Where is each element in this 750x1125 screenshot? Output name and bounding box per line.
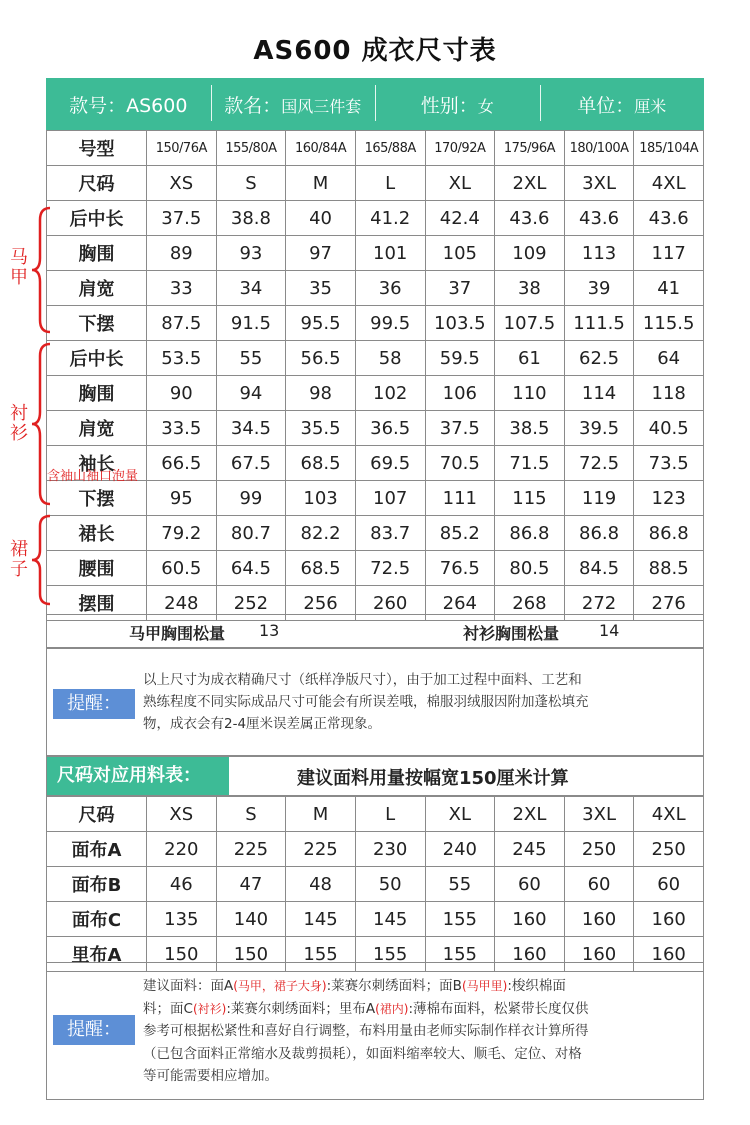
measurement-label: 胸围: [47, 236, 147, 271]
measurement-value: 53.5: [147, 341, 217, 376]
measurement-value: 39: [564, 271, 634, 306]
measurement-label: 裙长: [47, 516, 147, 551]
fabric-value: 48: [286, 867, 356, 902]
fabric-value: 160: [634, 937, 704, 972]
fabric-value: 160: [564, 937, 634, 972]
size-code-cell: S: [216, 166, 286, 201]
measurement-value: 35.5: [286, 411, 356, 446]
measurement-value: 88.5: [634, 551, 704, 586]
measurement-value: 87.5: [147, 306, 217, 341]
usage-size-cell: S: [216, 797, 286, 832]
measurement-value: 101: [355, 236, 425, 271]
measurement-value: 86.8: [495, 516, 565, 551]
measurement-value: 99: [216, 481, 286, 516]
size-code-cell: 2XL: [495, 166, 565, 201]
fabric-value: 225: [216, 832, 286, 867]
measurement-value: 56.5: [286, 341, 356, 376]
sleeve-note: 含袖山袖口泡量: [47, 469, 139, 484]
fabric-value: 250: [634, 832, 704, 867]
measurement-value: 111: [425, 481, 495, 516]
measurement-value: 72.5: [564, 446, 634, 481]
usage-size-label: 尺码: [47, 797, 147, 832]
measurement-value: 60.5: [147, 551, 217, 586]
fabric-value: 60: [495, 867, 565, 902]
measurement-value: 37: [425, 271, 495, 306]
gender: 性别：女: [375, 91, 540, 118]
measurement-value: 98: [286, 376, 356, 411]
reminder-text-2: 建议面料：面A(马甲，裙子大身):莱赛尔刺绣面料；面B(马甲里):梭织棉面 料；面C(衬衫):莱赛尔刺绣面料；里布A(裙内):薄棉布面料，松紧带长度仅供 参考可根据松紧性和喜好自行调整，布料用量由老师实际制作样衣计算所得 （已包含面料正常缩水及裁剪损耗），如面料缩率较大、顺毛、定位、对格 等可能需要相应增加。: [143, 978, 589, 1084]
fabric-value: 155: [286, 937, 356, 972]
size-type-cell: 155/80A: [216, 131, 286, 166]
fabric-value: 55: [425, 867, 495, 902]
measurement-value: 264: [425, 586, 495, 621]
reminder-label-1: 提醒：: [53, 689, 135, 719]
skirt-brace: [30, 514, 54, 606]
fabric-value: 230: [355, 832, 425, 867]
measurement-value: 41.2: [355, 201, 425, 236]
usage-size-cell: 2XL: [495, 797, 565, 832]
fabric-value: 160: [495, 937, 565, 972]
fabric-value: 140: [216, 902, 286, 937]
measurement-label: 摆围: [47, 586, 147, 621]
measurement-label: 胸围: [47, 376, 147, 411]
measurement-value: 38.8: [216, 201, 286, 236]
measurement-value: 248: [147, 586, 217, 621]
fabric-label: 面布B: [47, 867, 147, 902]
measurement-value: 37.5: [147, 201, 217, 236]
measurement-value: 35: [286, 271, 356, 306]
measurement-value: 73.5: [634, 446, 704, 481]
size-type-cell: 180/100A: [564, 131, 634, 166]
measurement-value: 61: [495, 341, 565, 376]
shirt-group-label: 衬 衫: [10, 403, 28, 444]
measurement-value: 34.5: [216, 411, 286, 446]
usage-size-row: [47, 797, 704, 832]
measurement-value: 95.5: [286, 306, 356, 341]
fabric-value: 155: [425, 937, 495, 972]
measurement-label: 后中长: [47, 201, 147, 236]
measurement-value: 114: [564, 376, 634, 411]
measurement-value: 40.5: [634, 411, 704, 446]
fabric-value: 145: [286, 902, 356, 937]
fabric-value: 160: [495, 902, 565, 937]
measurement-value: 80.5: [495, 551, 565, 586]
usage-size-cell: XL: [425, 797, 495, 832]
measurement-row: [47, 516, 704, 551]
fabric-row: [47, 832, 704, 867]
measurement-value: 85.2: [425, 516, 495, 551]
size-code-cell: XS: [147, 166, 217, 201]
measurement-value: 256: [286, 586, 356, 621]
measurement-value: 102: [355, 376, 425, 411]
measurement-value: 90: [147, 376, 217, 411]
measurement-value: 86.8: [564, 516, 634, 551]
measurement-value: 123: [634, 481, 704, 516]
reminder-box-1: [46, 648, 704, 756]
measurement-value: 86.8: [634, 516, 704, 551]
fabric-value: 220: [147, 832, 217, 867]
size-code-cell: M: [286, 166, 356, 201]
measurement-value: 115.5: [634, 306, 704, 341]
usage-size-cell: M: [286, 797, 356, 832]
measurement-value: 103.5: [425, 306, 495, 341]
measurement-row: [47, 446, 704, 481]
fabric-value: 150: [216, 937, 286, 972]
usage-size-cell: 3XL: [564, 797, 634, 832]
measurement-value: 39.5: [564, 411, 634, 446]
measurement-label: 下摆: [47, 306, 147, 341]
measurement-value: 55: [216, 341, 286, 376]
fabric-value: 135: [147, 902, 217, 937]
size-table: [46, 130, 704, 621]
measurement-value: 43.6: [634, 201, 704, 236]
measurement-value: 42.4: [425, 201, 495, 236]
measurement-row: [47, 271, 704, 306]
measurement-value: 89: [147, 236, 217, 271]
measurement-value: 59.5: [425, 341, 495, 376]
measurement-value: 106: [425, 376, 495, 411]
measurement-value: 118: [634, 376, 704, 411]
fabric-value: 150: [147, 937, 217, 972]
measurement-value: 105: [425, 236, 495, 271]
vest-brace: [30, 206, 54, 334]
fabric-value: 155: [425, 902, 495, 937]
measurement-value: 80.7: [216, 516, 286, 551]
style-name: 款名：国风三件套: [211, 91, 376, 118]
fabric-row: [47, 902, 704, 937]
fabric-label: 面布A: [47, 832, 147, 867]
measurement-value: 38.5: [495, 411, 565, 446]
size-type-row: [47, 131, 704, 166]
measurement-value: 76.5: [425, 551, 495, 586]
measurement-value: 83.7: [355, 516, 425, 551]
fabric-value: 250: [564, 832, 634, 867]
size-type-cell: 170/92A: [425, 131, 495, 166]
fabric-value: 145: [355, 902, 425, 937]
fabric-value: 60: [634, 867, 704, 902]
measurement-value: 110: [495, 376, 565, 411]
measurement-value: 64: [634, 341, 704, 376]
fabric-value: 47: [216, 867, 286, 902]
measurement-value: 40: [286, 201, 356, 236]
measurement-value: 252: [216, 586, 286, 621]
fabric-value: 225: [286, 832, 356, 867]
measurement-value: 119: [564, 481, 634, 516]
info-header: [46, 78, 704, 130]
measurement-value: 36: [355, 271, 425, 306]
usage-subtitle: 建议面料用量按幅宽150厘米计算: [297, 768, 569, 789]
unit: 单位：厘米: [540, 91, 705, 118]
measurement-value: 79.2: [147, 516, 217, 551]
measurement-value: 91.5: [216, 306, 286, 341]
measurement-label: 肩宽: [47, 271, 147, 306]
measurement-value: 68.5: [286, 551, 356, 586]
reminder-text-1: 以上尺寸为成衣精确尺寸（纸样净版尺寸），由于加工过程中面料、工艺和 熟练程度不同实际成品尺寸可能会有所误差哦，棉服羽绒服因附加蓬松填充 物，成衣会有2-4厘米误差属正常现象。: [143, 672, 589, 732]
size-code-cell: L: [355, 166, 425, 201]
size-type-cell: 185/104A: [634, 131, 704, 166]
size-type-cell: 160/84A: [286, 131, 356, 166]
measurement-label: 腰围: [47, 551, 147, 586]
measurement-row: [47, 481, 704, 516]
measurement-label: 肩宽: [47, 411, 147, 446]
vest-group-label: 马 甲: [10, 247, 28, 288]
measurement-value: 84.5: [564, 551, 634, 586]
measurement-value: 268: [495, 586, 565, 621]
size-type-cell: 150/76A: [147, 131, 217, 166]
reminder-label-2: 提醒：: [53, 1015, 135, 1045]
measurement-value: 107: [355, 481, 425, 516]
measurement-value: 107.5: [495, 306, 565, 341]
fabric-value: 60: [564, 867, 634, 902]
measurement-row: [47, 411, 704, 446]
measurement-value: 34: [216, 271, 286, 306]
measurement-value: 71.5: [495, 446, 565, 481]
measurement-label: 袖长: [47, 446, 147, 481]
size-code-cell: 3XL: [564, 166, 634, 201]
fabric-value: 245: [495, 832, 565, 867]
measurement-value: 113: [564, 236, 634, 271]
measurement-row: [47, 376, 704, 411]
measurement-value: 68.5: [286, 446, 356, 481]
fabric-value: 50: [355, 867, 425, 902]
measurement-value: 70.5: [425, 446, 495, 481]
usage-tag: 尺码对应用料表：: [47, 757, 229, 795]
measurement-value: 93: [216, 236, 286, 271]
measurement-value: 67.5: [216, 446, 286, 481]
measurement-row: [47, 236, 704, 271]
usage-table: [46, 796, 704, 972]
measurement-label: 后中长: [47, 341, 147, 376]
measurement-value: 38: [495, 271, 565, 306]
measurement-value: 37.5: [425, 411, 495, 446]
ease-row: [46, 614, 704, 648]
measurement-value: 43.6: [495, 201, 565, 236]
usage-size-cell: XS: [147, 797, 217, 832]
size-type-cell: 175/96A: [495, 131, 565, 166]
reminder-box-2: [46, 962, 704, 1100]
vest-ease-label: 马甲胸围松量: [129, 624, 226, 643]
measurement-value: 97: [286, 236, 356, 271]
measurement-value: 94: [216, 376, 286, 411]
fabric-label: 里布A: [47, 937, 147, 972]
measurement-label: 下摆: [47, 481, 147, 516]
measurement-row: [47, 306, 704, 341]
usage-header: [46, 756, 704, 796]
size-code-cell: 4XL: [634, 166, 704, 201]
measurement-value: 41: [634, 271, 704, 306]
measurement-value: 111.5: [564, 306, 634, 341]
fabric-value: 155: [355, 937, 425, 972]
measurement-value: 33: [147, 271, 217, 306]
size-code-label: 尺码: [47, 166, 147, 201]
measurement-value: 103: [286, 481, 356, 516]
measurement-value: 58: [355, 341, 425, 376]
shirt-ease-value: 14: [599, 621, 620, 640]
skirt-group-label: 裙 子: [10, 539, 28, 580]
fabric-label: 面布C: [47, 902, 147, 937]
usage-size-cell: 4XL: [634, 797, 704, 832]
measurement-value: 276: [634, 586, 704, 621]
measurement-row: [47, 551, 704, 586]
measurement-value: 69.5: [355, 446, 425, 481]
measurement-value: 62.5: [564, 341, 634, 376]
size-code-row: [47, 166, 704, 201]
measurement-value: 36.5: [355, 411, 425, 446]
measurement-value: 72.5: [355, 551, 425, 586]
measurement-row: [47, 201, 704, 236]
measurement-value: 109: [495, 236, 565, 271]
size-type-cell: 165/88A: [355, 131, 425, 166]
measurement-value: 82.2: [286, 516, 356, 551]
vest-ease-value: 13: [259, 621, 280, 640]
fabric-value: 46: [147, 867, 217, 902]
measurement-value: 33.5: [147, 411, 217, 446]
measurement-value: 115: [495, 481, 565, 516]
page-title: AS600 成衣尺寸表: [253, 36, 497, 66]
size-type-label: 号型: [47, 131, 147, 166]
measurement-row: [47, 341, 704, 376]
size-code-cell: XL: [425, 166, 495, 201]
measurement-value: 272: [564, 586, 634, 621]
measurement-value: 99.5: [355, 306, 425, 341]
measurement-value: 260: [355, 586, 425, 621]
usage-size-cell: L: [355, 797, 425, 832]
measurement-value: 43.6: [564, 201, 634, 236]
fabric-value: 240: [425, 832, 495, 867]
shirt-ease-label: 衬衫胸围松量: [463, 624, 560, 643]
style-number: 款号：AS600: [69, 94, 188, 117]
fabric-value: 160: [564, 902, 634, 937]
measurement-value: 117: [634, 236, 704, 271]
measurement-value: 64.5: [216, 551, 286, 586]
fabric-value: 160: [634, 902, 704, 937]
fabric-row: [47, 867, 704, 902]
measurement-value: 95: [147, 481, 217, 516]
measurement-value: 66.5: [147, 446, 217, 481]
